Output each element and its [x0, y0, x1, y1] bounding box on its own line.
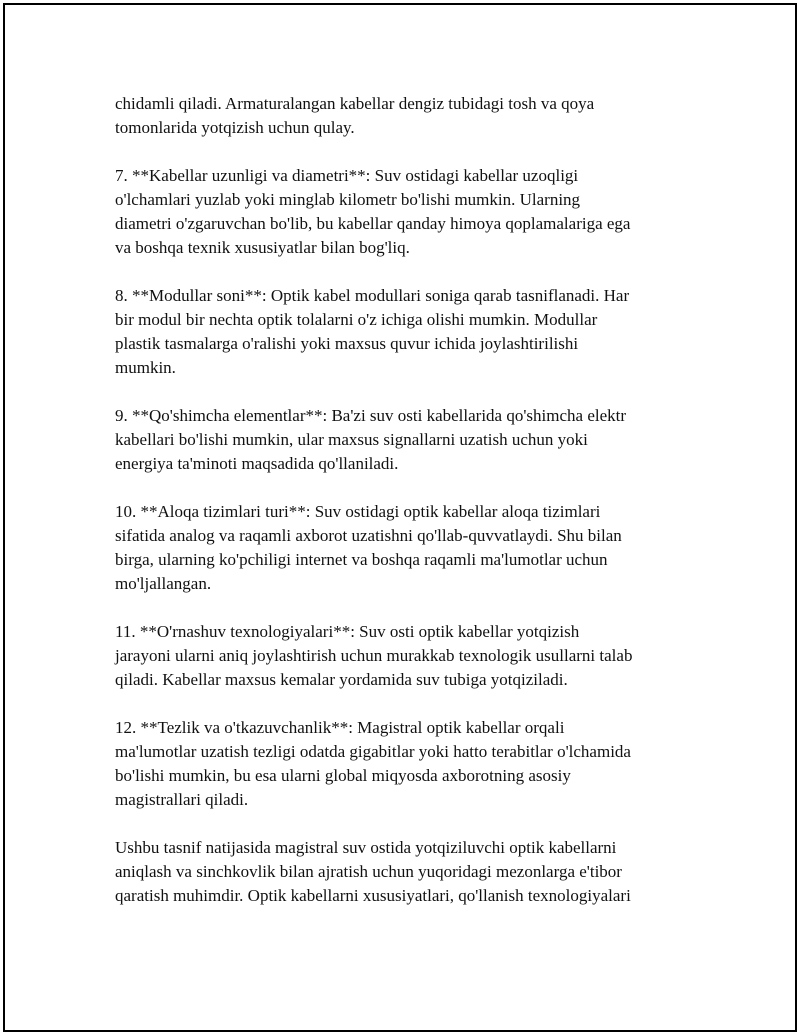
- text-line: 8. **Modullar soni**: Optik kabel modullari soniga qarab tasniflanadi. Har: [115, 286, 630, 305]
- text-line: bo'lishi mumkin, bu esa ularni global miqyosda axborotning asosiy: [115, 766, 571, 785]
- paragraph-item-9: [115, 404, 690, 476]
- text-line: 9. **Qo'shimcha elementlar**: Ba'zi suv osti kabellarida qo'shimcha elektr: [115, 406, 627, 425]
- text-line: mo'ljallangan.: [115, 574, 212, 593]
- text-line: 10. **Aloqa tizimlari turi**: Suv ostidagi optik kabellar aloqa tizimlari: [115, 502, 601, 521]
- text-line: diametri o'zgaruvchan bo'lib, bu kabellar qanday himoya qoplamalariga ega: [115, 214, 631, 233]
- text-line: 12. **Tezlik va o'tkazuvchanlik**: Magistral optik kabellar orqali: [115, 718, 565, 737]
- text-line: va boshqa texnik xususiyatlar bilan bog'liq.: [115, 238, 410, 257]
- paragraph-conclusion: [115, 836, 690, 908]
- text-line: qiladi. Kabellar maxsus kemalar yordamida suv tubiga yotqiziladi.: [115, 670, 568, 689]
- text-line: sifatida analog va raqamli axborot uzatishni qo'llab-quvvatlaydi. Shu bilan: [115, 526, 622, 545]
- text-line: energiya ta'minoti maqsadida qo'llaniladi.: [115, 454, 399, 473]
- text-line: tomonlarida yotqizish uchun qulay.: [115, 118, 355, 137]
- paragraph-item-11: [115, 620, 690, 692]
- text-line: o'lchamlari yuzlab yoki minglab kilometr bo'lishi mumkin. Ularning: [115, 190, 581, 209]
- paragraph-item-8: [115, 284, 690, 380]
- text-line: birga, ularning ko'pchiligi internet va boshqa raqamli ma'lumotlar uchun: [115, 550, 608, 569]
- text-line: aniqlash va sinchkovlik bilan ajratish uchun yuqoridagi mezonlarga e'tibor: [115, 862, 622, 881]
- text-line: chidamli qiladi. Armaturalangan kabellar dengiz tubidagi tosh va qoya: [115, 94, 595, 113]
- paragraph-continuation: [115, 92, 690, 140]
- text-line: ma'lumotlar uzatish tezligi odatda gigabitlar yoki hatto terabitlar o'lchamida: [115, 742, 631, 761]
- text-line: mumkin.: [115, 358, 176, 377]
- paragraph-item-7: [115, 164, 690, 260]
- text-line: kabellari bo'lishi mumkin, ular maxsus signallarni uzatish uchun yoki: [115, 430, 588, 449]
- paragraph-item-10: [115, 500, 690, 596]
- text-line: jarayoni ularni aniq joylashtirish uchun murakkab texnologik usullarni talab: [115, 646, 633, 665]
- text-line: qaratish muhimdir. Optik kabellarni xususiyatlari, qo'llanish texnologiyalari: [115, 886, 631, 905]
- paragraph-item-12: [115, 716, 690, 812]
- document-body: [115, 92, 690, 932]
- text-line: 11. **O'rnashuv texnologiyalari**: Suv osti optik kabellar yotqizish: [115, 622, 580, 641]
- text-line: bir modul bir nechta optik tolalarni o'z ichiga olishi mumkin. Modullar: [115, 310, 598, 329]
- text-line: Ushbu tasnif natijasida magistral suv ostida yotqiziluvchi optik kabellarni: [115, 838, 617, 857]
- text-line: 7. **Kabellar uzunligi va diametri**: Suv ostidagi kabellar uzoqligi: [115, 166, 579, 185]
- text-line: plastik tasmalarga o'ralishi yoki maxsus quvur ichida joylashtirilishi: [115, 334, 579, 353]
- text-line: magistrallari qiladi.: [115, 790, 249, 809]
